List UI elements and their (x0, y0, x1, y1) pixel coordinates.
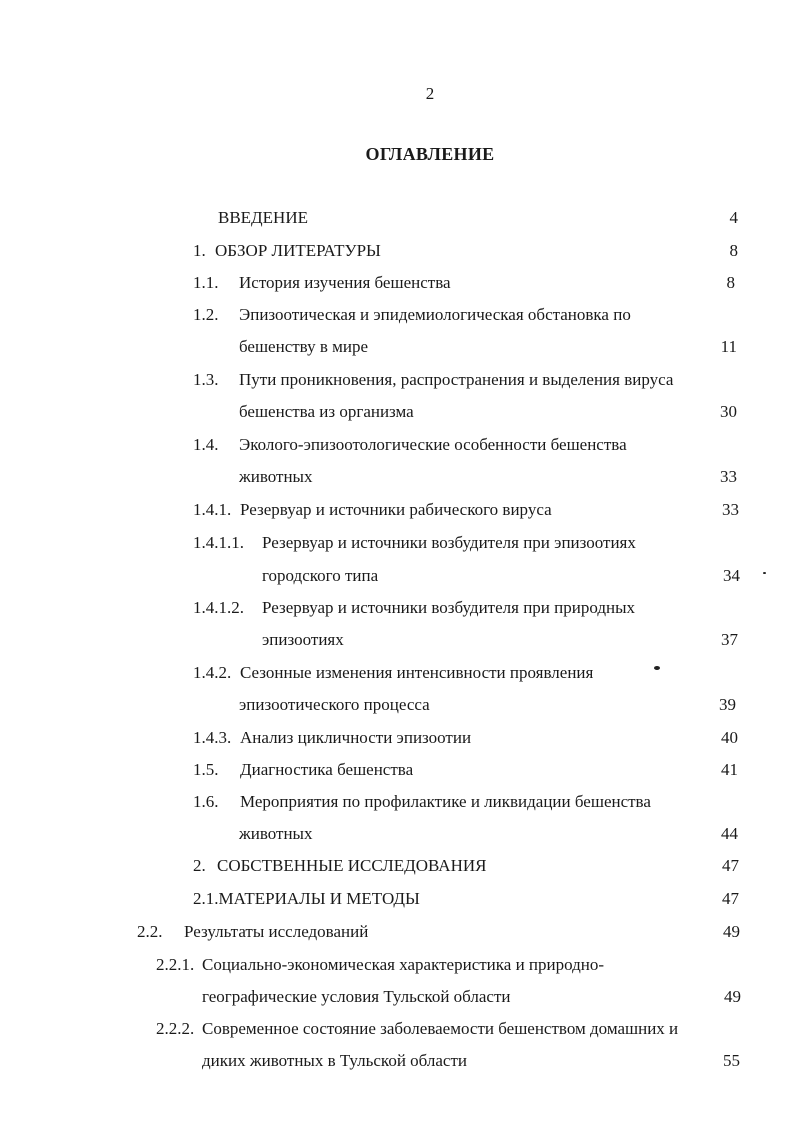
toc-page-number: 30 (720, 402, 737, 421)
toc-page-number: 4 (729, 208, 738, 227)
toc-entry-1-4-2 (193, 663, 593, 683)
toc-entry-literature-review (193, 241, 381, 261)
toc-page-number: 41 (721, 760, 738, 779)
toc-entry-2-2-1 (156, 955, 604, 975)
toc-entry-text: Резервуар и источники возбудителя при природных (262, 598, 636, 617)
toc-page-number: 8 (729, 241, 738, 260)
toc-entry-number: 1. (193, 241, 206, 260)
toc-page-number: 40 (721, 728, 738, 747)
toc-entry-number: 2.1. (193, 889, 219, 908)
toc-entry-introduction (218, 208, 308, 228)
toc-entry-1-3 (193, 370, 673, 390)
toc-page-number: 55 (723, 1051, 740, 1070)
scan-speck (654, 666, 660, 670)
toc-entry-text: Сезонные изменения интенсивности проявления (240, 663, 594, 682)
toc-entry-2-2-2 (156, 1019, 678, 1039)
toc-page-number: 33 (720, 467, 737, 486)
toc-entry-number: 2.2. (137, 922, 163, 941)
toc-entry-number: 1.5. (193, 760, 219, 779)
toc-entry-2-2 (137, 922, 368, 942)
toc-entry-1-1 (193, 273, 451, 293)
toc-entry-1-4-1 (193, 500, 552, 520)
toc-entry-text: Диагностика бешенства (240, 760, 414, 779)
toc-entry-continuation: географические условия Тульской области (202, 987, 511, 1006)
toc-entry-text: История изучения бешенства (239, 273, 451, 292)
toc-entry-text: Пути проникновения, распространения и выделения вируса (239, 370, 674, 389)
toc-entry-number: 1.4. (193, 435, 219, 454)
toc-page-number: 39 (719, 695, 736, 714)
toc-entry-number: 1.2. (193, 305, 219, 324)
toc-entry-continuation: бешенству в мире (239, 337, 369, 356)
toc-entry-number: 1.4.1.2. (193, 598, 244, 617)
toc-entry-continuation: диких животных в Тульской области (202, 1051, 468, 1070)
toc-page-number: 33 (722, 500, 739, 519)
toc-entry-text: Эпизоотическая и эпидемиологическая обстановка по (239, 305, 631, 324)
toc-entry-own-research (193, 856, 486, 876)
toc-entry-number: 1.4.2. (193, 663, 232, 682)
toc-entry-number: 1.6. (193, 792, 219, 811)
toc-entry-1-4-3 (193, 728, 471, 748)
toc-page-number: 11 (720, 337, 737, 356)
toc-page-number: 8 (726, 273, 735, 292)
toc-entry-number: 2. (193, 856, 206, 875)
toc-entry-1-2 (193, 305, 631, 325)
toc-entry-1-4 (193, 435, 627, 455)
toc-page-number: 47 (722, 889, 739, 908)
toc-entry-text: Современное состояние заболеваемости бешенством домашних и (202, 1019, 679, 1038)
toc-entry-text: Эколого-эпизоотологические особенности бешенства (239, 435, 627, 454)
scan-speck (763, 572, 766, 574)
toc-entry-1-5 (193, 760, 413, 780)
toc-entry-text: Мероприятия по профилактике и ликвидации бешенства (240, 792, 651, 811)
toc-page-number: 47 (722, 856, 739, 875)
page-number: 2 (425, 84, 435, 103)
toc-page-number: 34 (723, 566, 740, 585)
toc-entry-text: СОБСТВЕННЫЕ ИССЛЕДОВАНИЯ (217, 856, 487, 875)
toc-entry-continuation: бешенства из организма (239, 402, 414, 421)
toc-entry-number: 2.2.2. (156, 1019, 195, 1038)
toc-entry-number: 1.3. (193, 370, 219, 389)
toc-page-number: 44 (721, 824, 738, 843)
toc-entry-text: Социально-экономическая характеристика и природно- (202, 955, 605, 974)
toc-entry-1-4-1-2 (193, 598, 635, 618)
toc-entry-text: ВВЕДЕНИЕ (218, 208, 308, 227)
toc-entry-1-4-1-1 (193, 533, 636, 553)
toc-entry-continuation: эпизоотиях (262, 630, 344, 649)
toc-entry-1-6 (193, 792, 651, 812)
toc-entry-2-1 (193, 889, 420, 909)
toc-entry-continuation: животных (239, 467, 313, 486)
toc-page-number: 49 (723, 922, 740, 941)
toc-entry-text: Анализ цикличности эпизоотии (240, 728, 472, 747)
toc-entry-continuation: городского типа (262, 566, 379, 585)
toc-entry-text: Резервуар и источники рабического вируса (240, 500, 552, 519)
toc-entry-text: МАТЕРИАЛЫ И МЕТОДЫ (218, 889, 420, 908)
toc-entry-number: 1.4.1.1. (193, 533, 244, 552)
toc-entry-number: 1.4.3. (193, 728, 232, 747)
page-title: ОГЛАВЛЕНИЕ (365, 144, 495, 164)
toc-entry-number: 1.4.1. (193, 500, 232, 519)
toc-entry-text: Результаты исследований (184, 922, 369, 941)
toc-entry-number: 1.1. (193, 273, 219, 292)
toc-page-number: 37 (721, 630, 738, 649)
toc-entry-continuation: животных (239, 824, 313, 843)
toc-entry-continuation: эпизоотического процесса (239, 695, 430, 714)
toc-entry-text: ОБЗОР ЛИТЕРАТУРЫ (215, 241, 381, 260)
toc-entry-text: Резервуар и источники возбудителя при эпизоотиях (262, 533, 636, 552)
toc-entry-number: 2.2.1. (156, 955, 195, 974)
toc-page-number: 49 (724, 987, 741, 1006)
